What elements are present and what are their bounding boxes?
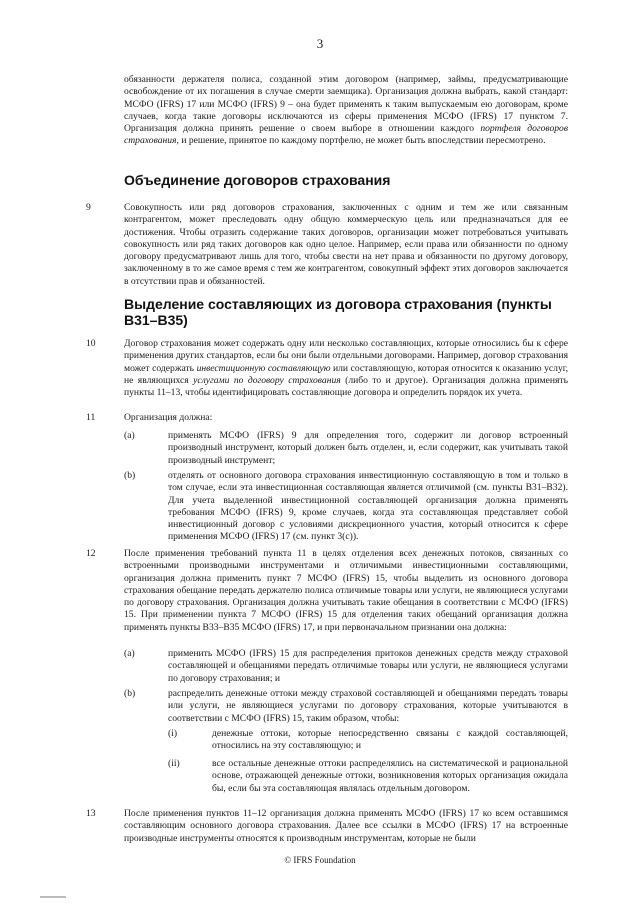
intro-italic-term: портфеля договоров страхования bbox=[124, 123, 568, 147]
item-12b: распределить денежные оттоки между страховой составляющей и обещаниями передать товары или услуги, не являющиеся услугами по договору страхования, которые учитываются в соответствии с МСФО (IFRS) 15, таким образом, чтобы: bbox=[168, 688, 568, 724]
paragraph-13: После применения пунктов 11–12 организация должна применять МСФО (IFRS) 17 ко всем оставшимся составляющим основного договора страхования. Далее все ссылки в МСФО (IFRS) 17 на встроенные производные инструменты относятся к производным инструментам, которые не были bbox=[124, 808, 568, 844]
intro-paragraph: обязанности держателя полиса, созданной этим договором (например, займы, предусматривающие освобождение от их погашения в случае смерти заемщика). Организация должна выбрать, какой стандарт: МСФО (IFRS) 17 или МСФО (IFRS) 9 – она будет применять к таким выпускаемым ею договорам, кроме случаев, когда такие договоры исключаются из сферы применения МСФО (IFRS) 17 пунктом 7. Организация должна принять решение о своем выборе в отношении каждого портфеля договоров страхования, и решение, принятое по каждому портфелю, не может быть впоследствии пересмотрено. bbox=[124, 74, 568, 147]
paragraph-number-11: 11 bbox=[86, 412, 96, 423]
item-11b: отделять от основного договора страхования инвестиционную составляющую в том и только в том случае, если эта инвестиционная составляющая является отличимой (см. пункты В31–В32). Для учета выделенной инвестиционной составляющей организация должна применять требования МСФО (IFRS) 9, кроме случаев, когда эта составляющая представляет собой инвестиционный договор с условиями дискреционного участия, который относится к сфере применения МСФО (IFRS) 17 (см. пункт 3(c)). bbox=[168, 470, 568, 543]
investment-component-term: инвестиционную составляющую bbox=[196, 362, 331, 374]
item-12b-marker: (b) bbox=[124, 688, 136, 699]
item-11b-marker: (b) bbox=[124, 470, 136, 481]
item-12a: применить МСФО (IFRS) 15 для распределения притоков денежных средств между страховой составляющей и обещаниями передать отличимые товары или услуги, не являющиеся услугами по договору страхования; и bbox=[168, 648, 568, 684]
paragraph-number-12: 12 bbox=[86, 548, 96, 559]
item-11a-marker: (a) bbox=[124, 430, 135, 441]
scan-artifact bbox=[40, 896, 66, 898]
paragraph-11-lead: Организация должна: bbox=[124, 412, 213, 423]
page-number: 3 bbox=[316, 36, 324, 51]
paragraph-number-9: 9 bbox=[86, 202, 91, 213]
paragraph-9: Совокупность или ряд договоров страхования, заключенных с одним и тем же или связанным контрагентом, может преследовать одну общую коммерческую цель или предназначаться для ее достижения. Чтобы отразить содержание таких договоров, организации может потребоваться учитывать совокупность или ряд таких договоров как одно целое. Например, если права или обязанности по одному договору предусматривают лишь для того, чтобы свести на нет права и обязанности по другому договору, заключенному в то же самое время с тем же контрагентом, совокупный эффект этих договоров заключается в отсутствии прав и обязанностей. bbox=[124, 202, 568, 287]
item-12b-i-marker: (i) bbox=[168, 728, 178, 739]
item-12b-ii: все остальные денежные оттоки распределялись на систематической и рациональной основе, отражающей денежные оттоки, возникновения которых организация ожидала бы, если бы эта составляющая являлась отдельным договором. bbox=[212, 758, 568, 794]
heading-separating-components: Выделение составляющих из договора страхования (пункты В31–В35) bbox=[124, 296, 552, 328]
paragraph-number-10: 10 bbox=[86, 338, 96, 349]
paragraph-number-13: 13 bbox=[86, 808, 96, 819]
insurance-contract-services-term: услугами по договору страхования bbox=[193, 374, 341, 386]
copyright-footer: © IFRS Foundation bbox=[284, 855, 356, 865]
paragraph-12: После применения требований пункта 11 в целях отделения всех денежных потоков, связанных со встроенными производными инструментами и отличимыми инвестиционными составляющими, организация должна применить пункт 7 МСФО (IFRS) 15, чтобы выделить из основного договора страхования обещание передать держателю полиса отличимые товары или услуги, не являющиеся услугами по договору страхования. Организация должна учитывать такие обещания в соответствии с МСФО (IFRS) 15. При применении пункта 7 МСФО (IFRS) 15 для отделения таких обещаний организация должна применять пункты В33–В35 МСФО (IFRS) 17, и при первоначальном признании она должна: bbox=[124, 548, 568, 633]
item-12b-ii-marker: (ii) bbox=[168, 758, 180, 769]
heading-combining-contracts: Объединение договоров страхования bbox=[124, 172, 391, 188]
item-11a: применять МСФО (IFRS) 9 для определения того, содержит ли договор встроенный производный инструмент, который должен быть отделен, и, если содержит, как учитывать такой производный инструмент; bbox=[168, 430, 568, 466]
paragraph-10: Договор страхования может содержать одну или несколько составляющих, которые относились бы к сфере применения других стандартов, если бы они были отдельными договорами. Например, договор страхования может содержать инвестиционную составляющую или составляющую, которая относится к оказанию услуг, не являющихся услугами по договору страхования (либо то и другое). Организация должна применять пункты 11–13, чтобы идентифицировать составляющие договора и определить порядок их учета. bbox=[124, 338, 569, 399]
item-12a-marker: (a) bbox=[124, 648, 135, 659]
item-12b-i: денежные оттоки, которые непосредственно связаны с каждой составляющей, относились на эту составляющую; и bbox=[212, 728, 568, 752]
